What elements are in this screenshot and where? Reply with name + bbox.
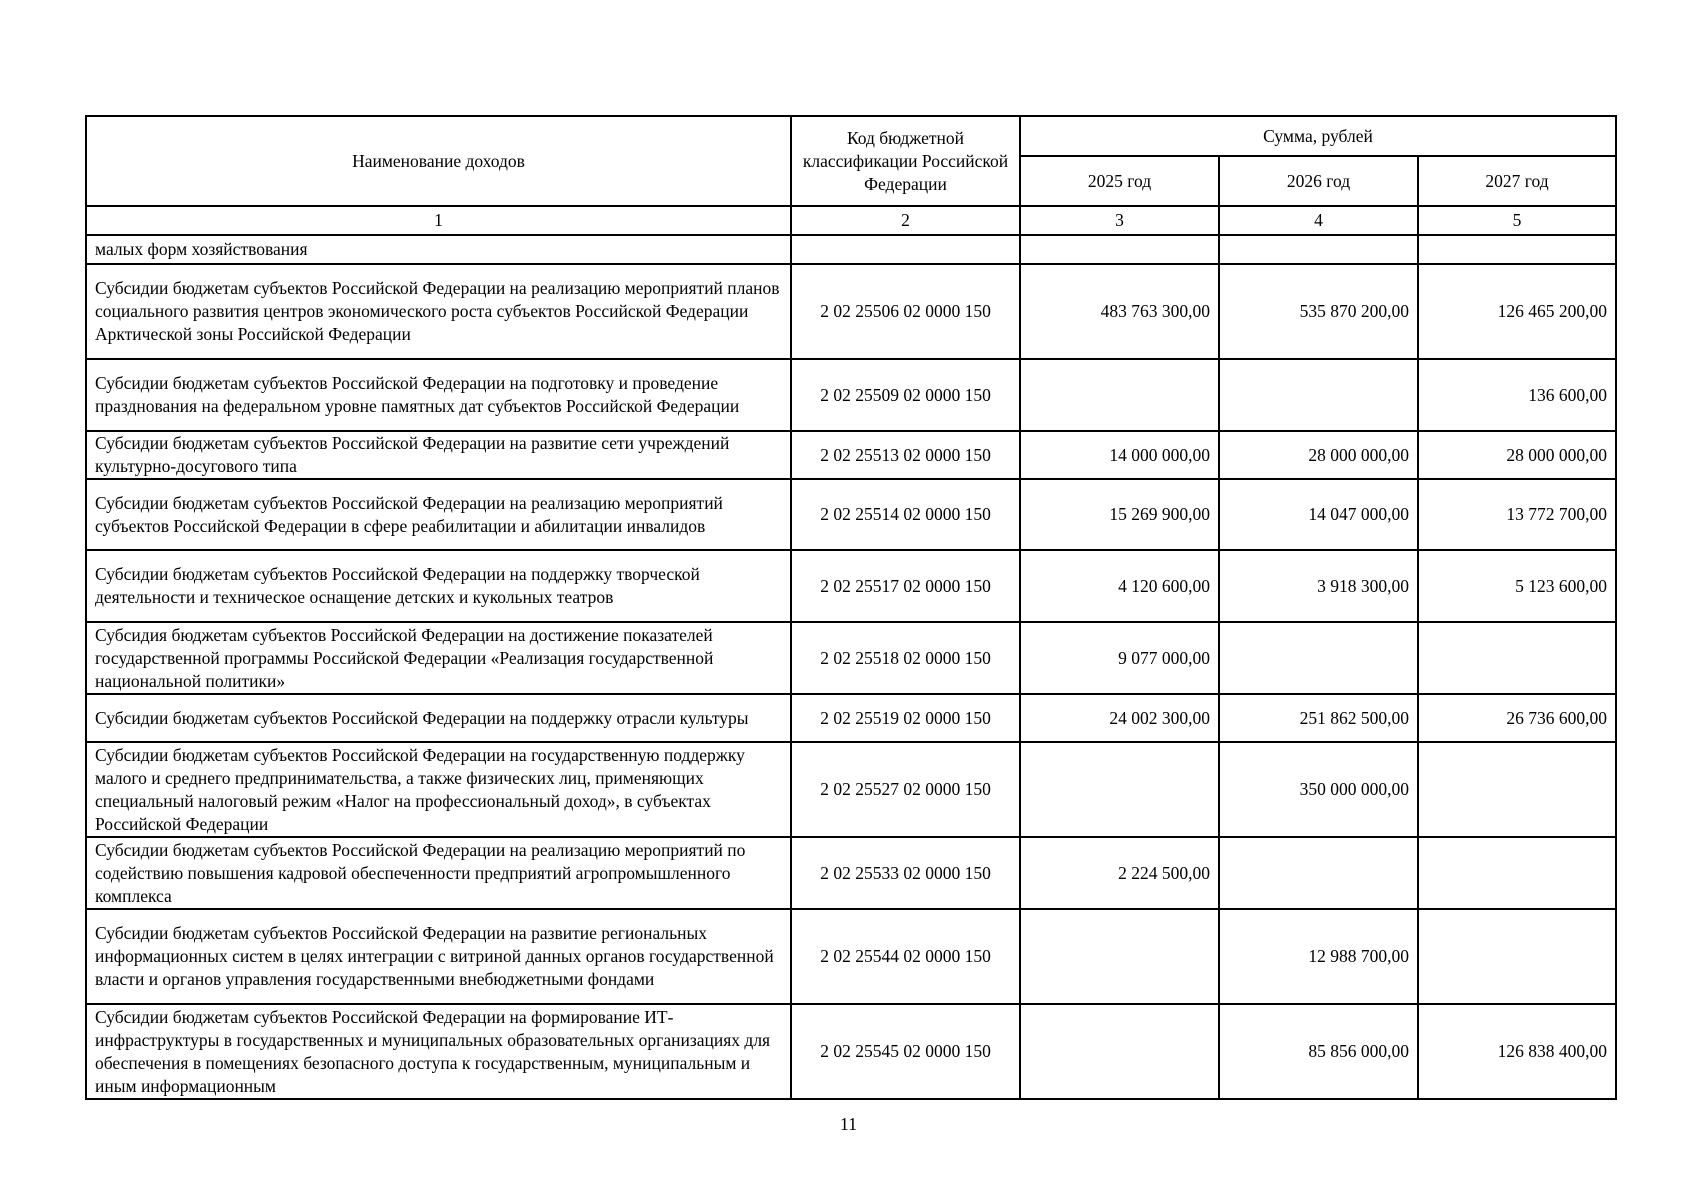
table-row [86, 550, 1616, 622]
table-row [86, 622, 1616, 694]
amount-2026: 28 000 000,00 [1219, 431, 1418, 479]
amount-2026: 251 862 500,00 [1219, 694, 1418, 742]
table-body [86, 206, 1616, 1099]
budget-code: 2 02 25509 02 0000 150 [791, 359, 1020, 431]
income-table-wrapper [85, 115, 1615, 1100]
column-number: 3 [1020, 206, 1219, 235]
table-header [86, 116, 1616, 206]
amount-2026 [1219, 622, 1418, 694]
amount-2025: 2 224 500,00 [1020, 837, 1219, 909]
amount-2027: 126 838 400,00 [1418, 1004, 1616, 1099]
amount-2027 [1418, 622, 1616, 694]
table-row [86, 1004, 1616, 1099]
amount-2026: 535 870 200,00 [1219, 264, 1418, 359]
budget-code: 2 02 25513 02 0000 150 [791, 431, 1020, 479]
table-row [86, 359, 1616, 431]
column-number: 5 [1418, 206, 1616, 235]
amount-2026 [1219, 837, 1418, 909]
amount-2027 [1418, 909, 1616, 1004]
budget-code: 2 02 25533 02 0000 150 [791, 837, 1020, 909]
amount-2025 [1020, 359, 1219, 431]
amount-2027: 136 600,00 [1418, 359, 1616, 431]
income-name: Субсидии бюджетам субъектов Российской Федерации на формирование ИТ-инфраструктуры в государственных и муниципальных образовательных организациях для обеспечения в помещениях безопасного доступа к государственным, муниципальным и иным информационным [86, 1004, 791, 1099]
header-year-2027: 2027 год [1418, 156, 1616, 206]
amount-2025 [1020, 1004, 1219, 1099]
amount-2026: 3 918 300,00 [1219, 550, 1418, 622]
budget-code: 2 02 25518 02 0000 150 [791, 622, 1020, 694]
table-row [86, 235, 1616, 264]
income-name: Субсидии бюджетам субъектов Российской Федерации на подготовку и проведение празднования на федеральном уровне памятных дат субъектов Российской Федерации [86, 359, 791, 431]
column-number-row [86, 206, 1616, 235]
table-row [86, 694, 1616, 742]
budget-code: 2 02 25506 02 0000 150 [791, 264, 1020, 359]
amount-2025: 483 763 300,00 [1020, 264, 1219, 359]
amount-2025 [1020, 909, 1219, 1004]
amount-2027 [1418, 742, 1616, 837]
amount-2025: 24 002 300,00 [1020, 694, 1219, 742]
table-row [86, 742, 1616, 837]
income-name: малых форм хозяйствования [86, 235, 791, 264]
income-name: Субсидия бюджетам субъектов Российской Федерации на достижение показателей государственной программы Российской Федерации «Реализация государственной национальной политики» [86, 622, 791, 694]
amount-2026: 12 988 700,00 [1219, 909, 1418, 1004]
budget-code: 2 02 25517 02 0000 150 [791, 550, 1020, 622]
amount-2026: 350 000 000,00 [1219, 742, 1418, 837]
income-name: Субсидии бюджетам субъектов Российской Федерации на государственную поддержку малого и среднего предпринимательства, а также физических лиц, применяющих специальный налоговый режим «Налог на профессиональный доход», в субъектах Российской Федерации [86, 742, 791, 837]
income-table [85, 115, 1617, 1100]
header-year-2026: 2026 год [1219, 156, 1418, 206]
table-row [86, 431, 1616, 479]
amount-2026: 85 856 000,00 [1219, 1004, 1418, 1099]
amount-2026 [1219, 235, 1418, 264]
amount-2026 [1219, 359, 1418, 431]
header-income-name: Наименование доходов [86, 116, 791, 206]
budget-code: 2 02 25545 02 0000 150 [791, 1004, 1020, 1099]
amount-2025: 4 120 600,00 [1020, 550, 1219, 622]
income-name: Субсидии бюджетам субъектов Российской Федерации на реализацию мероприятий по содействию повышения кадровой обеспеченности предприятий агропромышленного комплекса [86, 837, 791, 909]
budget-code [791, 235, 1020, 264]
header-budget-code: Код бюджетной классификации Российской Федерации [791, 116, 1020, 206]
header-sum-rubles: Сумма, рублей [1020, 116, 1616, 156]
amount-2027: 5 123 600,00 [1418, 550, 1616, 622]
amount-2025 [1020, 235, 1219, 264]
amount-2025: 9 077 000,00 [1020, 622, 1219, 694]
income-name: Субсидии бюджетам субъектов Российской Федерации на поддержку отрасли культуры [86, 694, 791, 742]
table-row [86, 479, 1616, 550]
budget-code: 2 02 25527 02 0000 150 [791, 742, 1020, 837]
table-row [86, 264, 1616, 359]
budget-code: 2 02 25519 02 0000 150 [791, 694, 1020, 742]
column-number: 1 [86, 206, 791, 235]
column-number: 4 [1219, 206, 1418, 235]
column-number: 2 [791, 206, 1020, 235]
amount-2025: 15 269 900,00 [1020, 479, 1219, 550]
amount-2025: 14 000 000,00 [1020, 431, 1219, 479]
header-year-2025: 2025 год [1020, 156, 1219, 206]
income-name: Субсидии бюджетам субъектов Российской Федерации на поддержку творческой деятельности и техническое оснащение детских и кукольных театров [86, 550, 791, 622]
amount-2025 [1020, 742, 1219, 837]
table-row [86, 909, 1616, 1004]
income-name: Субсидии бюджетам субъектов Российской Федерации на реализацию мероприятий планов социального развития центров экономического роста субъектов Российской Федерации Арктической зоны Российской Федерации [86, 264, 791, 359]
amount-2027: 126 465 200,00 [1418, 264, 1616, 359]
budget-code: 2 02 25514 02 0000 150 [791, 479, 1020, 550]
amount-2027: 13 772 700,00 [1418, 479, 1616, 550]
budget-code: 2 02 25544 02 0000 150 [791, 909, 1020, 1004]
income-name: Субсидии бюджетам субъектов Российской Федерации на развитие региональных информационных систем в целях интеграции с витриной данных органов государственной власти и органов управления государственными внебюджетными фондами [86, 909, 791, 1004]
amount-2027: 28 000 000,00 [1418, 431, 1616, 479]
income-name: Субсидии бюджетам субъектов Российской Федерации на развитие сети учреждений культурно-досугового типа [86, 431, 791, 479]
page-number: 11 [839, 1114, 858, 1134]
amount-2027 [1418, 837, 1616, 909]
amount-2027: 26 736 600,00 [1418, 694, 1616, 742]
amount-2027 [1418, 235, 1616, 264]
amount-2026: 14 047 000,00 [1219, 479, 1418, 550]
income-name: Субсидии бюджетам субъектов Российской Федерации на реализацию мероприятий субъектов Российской Федерации в сфере реабилитации и абилитации инвалидов [86, 479, 791, 550]
table-row [86, 837, 1616, 909]
